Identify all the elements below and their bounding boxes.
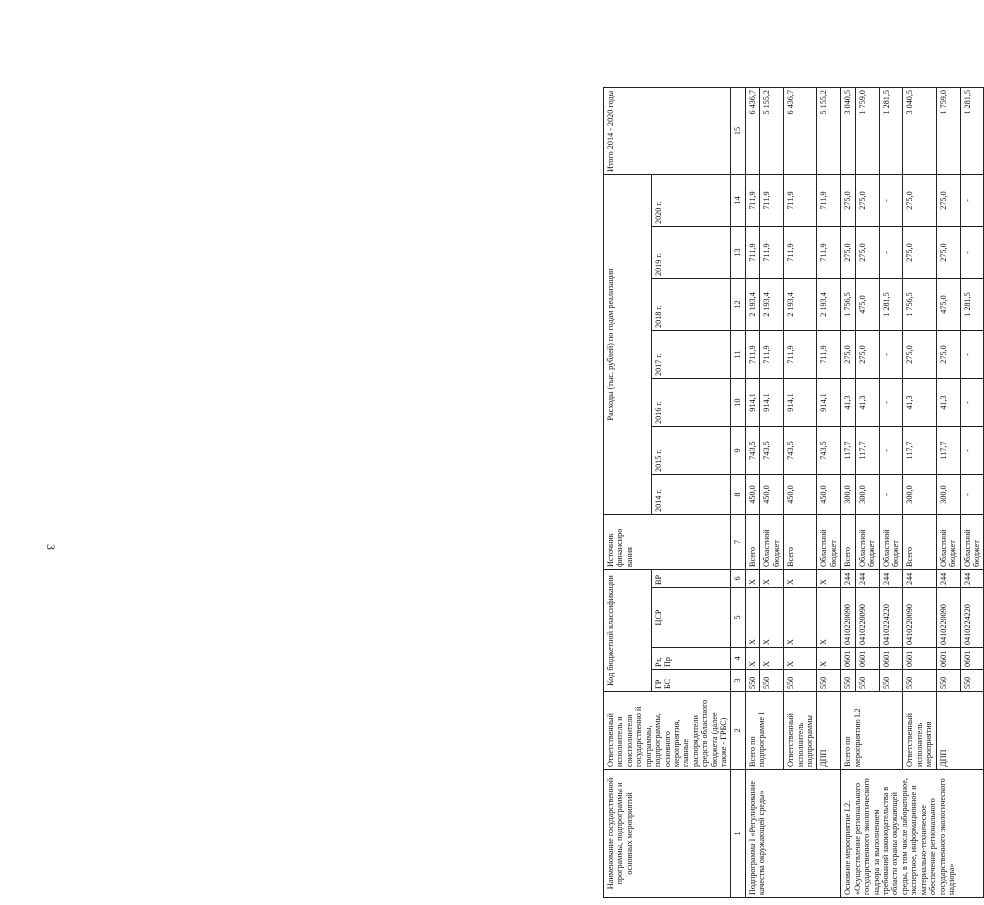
cell-total: 1 759,0 (936, 87, 960, 174)
column-number: 11 (731, 331, 745, 379)
column-number: 4 (731, 648, 745, 670)
cell-year-value: 275,0 (903, 227, 936, 279)
cell-grbs: 550 (841, 670, 855, 692)
header-year-2019: 2019 г. (652, 227, 731, 279)
header-year-2016: 2016 г. (652, 379, 731, 427)
column-number-row (731, 87, 745, 897)
cell-source: Всего (784, 515, 817, 570)
cell-year-value: 41,3 (855, 379, 879, 427)
cell-year-value: - (960, 427, 984, 475)
cell-csr: X (760, 588, 784, 648)
cell-responsible: Всего по мероприятию I.2 (841, 692, 903, 770)
page-number: 3 (44, 544, 58, 550)
column-number: 12 (731, 279, 745, 331)
cell-csr: 0410224220 (960, 588, 984, 648)
cell-year-value: 711,9 (745, 174, 759, 226)
cell-year-value: 450,0 (817, 475, 841, 515)
cell-year-value: 711,9 (760, 331, 784, 379)
column-number: 3 (731, 670, 745, 692)
header-source: Источник финансиро вания (604, 515, 731, 570)
cell-responsible: ДПП (817, 692, 841, 770)
cell-year-value: 300,0 (841, 475, 855, 515)
table-row (745, 87, 759, 897)
cell-rzpr: 0601 (960, 648, 984, 670)
cell-year-value: 41,3 (936, 379, 960, 427)
cell-source: Областной бюджет (760, 515, 784, 570)
column-number: 9 (731, 427, 745, 475)
header-year-2018: 2018 г. (652, 279, 731, 331)
cell-responsible: ДПП (936, 692, 984, 770)
cell-year-value: 914,1 (745, 379, 759, 427)
cell-year-value: 711,9 (745, 331, 759, 379)
cell-grbs: 550 (784, 670, 817, 692)
header-year-2020: 2020 г. (652, 174, 731, 226)
cell-vr: X (745, 570, 759, 588)
cell-year-value: - (879, 331, 903, 379)
cell-source: Всего (903, 515, 936, 570)
column-number: 10 (731, 379, 745, 427)
cell-year-value: 711,9 (760, 174, 784, 226)
column-number: 5 (731, 588, 745, 648)
cell-year-value: 2 193,4 (760, 279, 784, 331)
cell-csr: 0410220090 (903, 588, 936, 648)
cell-year-value: 275,0 (936, 174, 960, 226)
cell-rzpr: 0601 (936, 648, 960, 670)
cell-csr: X (745, 588, 759, 648)
cell-year-value: 41,3 (841, 379, 855, 427)
cell-year-value: 711,9 (817, 227, 841, 279)
cell-year-value: 711,9 (784, 174, 817, 226)
cell-name: Подпрограмма I «Регулирование качества окружающей среды» (745, 770, 840, 898)
cell-source: Областной бюджет (855, 515, 879, 570)
cell-source: Областной бюджет (960, 515, 984, 570)
cell-total: 6 436,7 (784, 87, 817, 174)
cell-year-value: - (879, 475, 903, 515)
cell-year-value: 914,1 (784, 379, 817, 427)
cell-source: Всего (841, 515, 855, 570)
cell-year-value: 41,3 (903, 379, 936, 427)
header-year-2017: 2017 г. (652, 331, 731, 379)
column-number: 1 (731, 770, 745, 898)
cell-vr: 244 (903, 570, 936, 588)
cell-vr: X (760, 570, 784, 588)
cell-rzpr: X (760, 648, 784, 670)
cell-year-value: - (960, 174, 984, 226)
cell-vr: X (784, 570, 817, 588)
cell-total: 1 281,5 (879, 87, 903, 174)
column-number: 13 (731, 227, 745, 279)
cell-source: Областной бюджет (879, 515, 903, 570)
cell-vr: 244 (960, 570, 984, 588)
cell-csr: X (784, 588, 817, 648)
header-name: Наименование государственной программы, подпрограммы и основных мероприятий (604, 770, 731, 898)
cell-year-value: 450,0 (784, 475, 817, 515)
header-year-2014: 2014 г. (652, 475, 731, 515)
cell-year-value: 275,0 (903, 331, 936, 379)
cell-year-value: 475,0 (936, 279, 960, 331)
cell-vr: X (817, 570, 841, 588)
cell-vr: 244 (855, 570, 879, 588)
cell-vr: 244 (879, 570, 903, 588)
cell-total: 6 436,7 (745, 87, 759, 174)
cell-grbs: 550 (936, 670, 960, 692)
cell-year-value: 2 193,4 (784, 279, 817, 331)
cell-year-value: 117,7 (936, 427, 960, 475)
cell-grbs: 550 (855, 670, 879, 692)
cell-year-value: 275,0 (841, 331, 855, 379)
rotated-table-wrapper (603, 88, 984, 898)
cell-total: 5 155,2 (760, 87, 784, 174)
cell-year-value: 711,9 (784, 227, 817, 279)
cell-year-value: 1 756,5 (903, 279, 936, 331)
header-budget-code: Код бюджетной классификации (604, 570, 652, 692)
cell-year-value: 1 281,5 (879, 279, 903, 331)
cell-year-value: 275,0 (841, 174, 855, 226)
cell-year-value: 711,9 (784, 331, 817, 379)
cell-year-value: 711,9 (817, 331, 841, 379)
cell-year-value: - (960, 227, 984, 279)
cell-year-value: 117,7 (903, 427, 936, 475)
header-rzpr: Рз, Пр (652, 648, 731, 670)
table-body (731, 87, 984, 897)
cell-name: Основное мероприятие I.2. «Осуществление регионального государственного экологического надзора за выполнением требований законодательства в области охраны окружающей среды, в том числе лабораторное, экспертное, информационное и материально-техническое обеспечение регионального государственного экологического надзора» (841, 770, 984, 898)
cell-year-value: 2 193,4 (817, 279, 841, 331)
cell-csr: X (817, 588, 841, 648)
cell-year-value: 2 193,4 (745, 279, 759, 331)
cell-year-value: 711,9 (760, 227, 784, 279)
cell-year-value: 300,0 (855, 475, 879, 515)
cell-rzpr: X (784, 648, 817, 670)
column-number: 15 (731, 87, 745, 174)
column-number: 14 (731, 174, 745, 226)
cell-year-value: - (879, 427, 903, 475)
cell-source: Областной бюджет (936, 515, 960, 570)
header-expenses: Расходы (тыс. рублей) по годам реализации (604, 174, 652, 514)
cell-rzpr: 0601 (855, 648, 879, 670)
cell-year-value: 711,9 (745, 227, 759, 279)
cell-responsible: Ответственный исполнитель мероприятия (903, 692, 936, 770)
column-number: 6 (731, 570, 745, 588)
cell-total: 3 040,5 (841, 87, 855, 174)
cell-year-value: 711,9 (817, 174, 841, 226)
cell-grbs: 550 (960, 670, 984, 692)
cell-csr: 0410224220 (879, 588, 903, 648)
cell-vr: 244 (841, 570, 855, 588)
cell-year-value: 1 756,5 (841, 279, 855, 331)
column-number: 8 (731, 475, 745, 515)
cell-year-value: 300,0 (936, 475, 960, 515)
header-total: Итого 2014 - 2020 годы (604, 87, 731, 174)
header-csr: ЦСР (652, 588, 731, 648)
column-number: 2 (731, 692, 745, 770)
cell-rzpr: X (745, 648, 759, 670)
cell-year-value: - (960, 331, 984, 379)
cell-rzpr: 0601 (841, 648, 855, 670)
cell-year-value: 743,5 (784, 427, 817, 475)
cell-year-value: 275,0 (936, 227, 960, 279)
cell-grbs: 550 (903, 670, 936, 692)
cell-vr: 244 (936, 570, 960, 588)
cell-year-value: 275,0 (855, 174, 879, 226)
cell-csr: 0410220090 (936, 588, 960, 648)
cell-total: 3 040,5 (903, 87, 936, 174)
cell-total: 1 281,5 (960, 87, 984, 174)
cell-source: Всего (745, 515, 759, 570)
cell-source: Областной бюджет (817, 515, 841, 570)
cell-year-value: 275,0 (855, 227, 879, 279)
cell-year-value: 914,1 (817, 379, 841, 427)
cell-year-value: 743,5 (817, 427, 841, 475)
cell-year-value: 300,0 (903, 475, 936, 515)
table-row (841, 87, 855, 897)
cell-year-value: - (960, 475, 984, 515)
cell-grbs: 550 (760, 670, 784, 692)
cell-year-value: 275,0 (903, 174, 936, 226)
cell-responsible: Всего по подпрограмме I (745, 692, 783, 770)
cell-year-value: - (960, 379, 984, 427)
cell-year-value: - (879, 379, 903, 427)
cell-rzpr: 0601 (903, 648, 936, 670)
header-year-2015: 2015 г. (652, 427, 731, 475)
cell-grbs: 550 (745, 670, 759, 692)
cell-rzpr: X (817, 648, 841, 670)
cell-year-value: 117,7 (841, 427, 855, 475)
cell-total: 1 759,0 (855, 87, 879, 174)
cell-total: 5 155,2 (817, 87, 841, 174)
cell-responsible: Ответственный исполнитель подпрограммы (784, 692, 817, 770)
cell-year-value: 275,0 (855, 331, 879, 379)
cell-year-value: 117,7 (855, 427, 879, 475)
cell-csr: 0410220090 (841, 588, 855, 648)
cell-year-value: 275,0 (841, 227, 855, 279)
cell-year-value: 743,5 (745, 427, 759, 475)
cell-csr: 0410220090 (855, 588, 879, 648)
cell-year-value: 450,0 (760, 475, 784, 515)
cell-year-value: 475,0 (855, 279, 879, 331)
cell-rzpr: 0601 (879, 648, 903, 670)
column-number: 7 (731, 515, 745, 570)
header-grbs: ГР БС (652, 670, 731, 692)
cell-grbs: 550 (879, 670, 903, 692)
cell-year-value: 450,0 (745, 475, 759, 515)
cell-year-value: 914,1 (760, 379, 784, 427)
cell-grbs: 550 (817, 670, 841, 692)
cell-year-value: - (879, 227, 903, 279)
header-responsible: Ответственный исполнитель и соисполнители государственно й программы, подпрограммы, основного мероприятия, главные распорядители средств областного бюджета (далее также - ГРБС) (604, 692, 731, 770)
budget-table (603, 87, 984, 898)
cell-year-value: 743,5 (760, 427, 784, 475)
header-vr: ВР (652, 570, 731, 588)
cell-year-value: 1 281,5 (960, 279, 984, 331)
cell-year-value: - (879, 174, 903, 226)
cell-year-value: 275,0 (936, 331, 960, 379)
